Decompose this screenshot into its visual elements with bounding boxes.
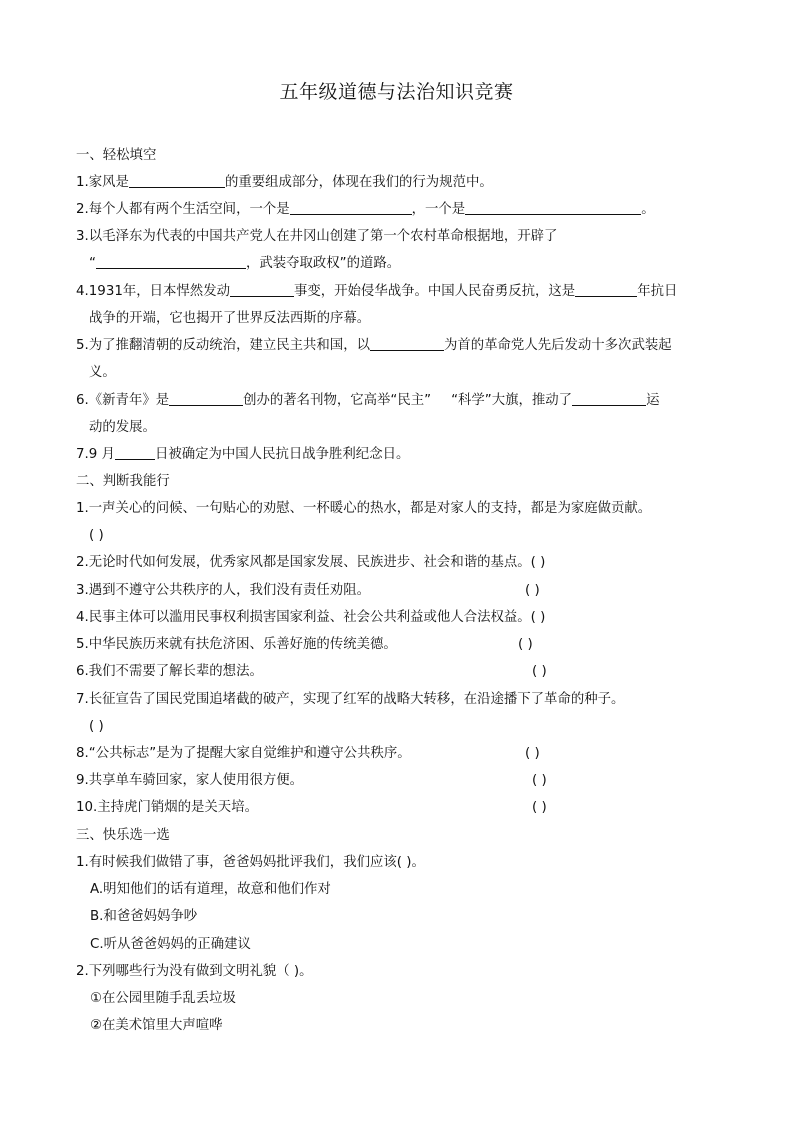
- fill-question-1: [76, 173, 493, 193]
- choice-option-b[interactable]: B.和爸爸妈妈争吵: [90, 909, 198, 924]
- q6-text-d: 运: [646, 393, 660, 408]
- judge-text: 10.主持虎门销烟的是关天培。: [76, 800, 258, 815]
- answer-blank[interactable]: [575, 282, 637, 297]
- choice-question-1: 1.有时候我们做错了事，爸爸妈妈批评我们，我们应该( )。: [76, 855, 425, 870]
- fill-question-6-cont: 动的发展。: [89, 420, 156, 435]
- fill-question-7: [76, 445, 409, 465]
- judge-answer-paren[interactable]: ( ): [525, 746, 540, 761]
- answer-blank[interactable]: [115, 445, 155, 460]
- q7-text-a: 7.9 月: [76, 447, 115, 462]
- judge-text: 6.我们不需要了解长辈的想法。: [76, 664, 263, 679]
- answer-blank[interactable]: [370, 336, 444, 351]
- judge-text: 4.民事主体可以滥用民事权利损害国家利益、社会公共利益或他人合法权益。: [76, 610, 531, 625]
- judge-text: 2.无论时代如何发展，优秀家风都是国家发展、民族进步、社会和谐的基点。: [76, 555, 531, 570]
- choice-question-2: 2.下列哪些行为没有做到文明礼貌（ )。: [76, 964, 313, 979]
- fill-question-2: [76, 200, 655, 220]
- page-title: 五年级道德与法治知识竞赛: [279, 81, 514, 103]
- answer-blank[interactable]: [290, 200, 412, 215]
- q6-text-b: 创办的著名刊物，它高举“民主”: [243, 393, 432, 408]
- answer-blank[interactable]: [230, 282, 294, 297]
- judge-answer-paren[interactable]: ( ): [532, 800, 547, 815]
- q3-text-a: 3.以毛泽东为代表的中国共产党人在井冈山创建了第一个农村革命根据地，开辟了: [76, 229, 558, 244]
- judge-question-8: [76, 744, 411, 764]
- judge-text: 9.共享单车骑回家，家人使用很方便。: [76, 773, 304, 788]
- judge-question-4: [76, 608, 545, 628]
- judge-text: 5.中华民族历来就有扶危济困、乐善好施的传统美德。: [76, 637, 397, 652]
- judge-answer-paren[interactable]: ( ): [89, 528, 104, 543]
- judge-question-9: [76, 771, 303, 791]
- answer-blank[interactable]: [96, 254, 246, 269]
- choice-option-1[interactable]: ①在公园里随手乱丢垃圾: [90, 991, 236, 1006]
- choice-option-2[interactable]: ②在美术馆里大声喧哗: [90, 1018, 223, 1033]
- answer-blank[interactable]: [129, 173, 225, 188]
- fill-question-3-cont: [89, 254, 400, 274]
- judge-answer-paren[interactable]: ( ): [532, 664, 547, 679]
- judge-question-7: 7.长征宣告了国民党围追堵截的破产，实现了红军的战略大转移，在沿途播下了革命的种子。: [76, 692, 625, 707]
- fill-question-3: [76, 227, 557, 247]
- section1-heading: 一、轻松填空: [76, 148, 157, 163]
- judge-answer-paren[interactable]: ( ): [530, 555, 546, 570]
- section3-heading: 三、快乐选一选: [76, 828, 170, 843]
- judge-answer-paren[interactable]: ( ): [532, 773, 547, 788]
- answer-blank[interactable]: [169, 391, 243, 406]
- judge-text: 3.遇到不遵守公共秩序的人，我们没有责任劝阻。: [76, 583, 370, 598]
- judge-question-1: 1.一声关心的问候、一句贴心的劝慰、一杯暖心的热水，都是对家人的支持，都是为家庭做贡献。: [76, 501, 652, 516]
- judge-answer-paren[interactable]: ( ): [518, 637, 533, 652]
- q4-text-c: 年抗日: [637, 284, 678, 299]
- fill-question-6: [76, 391, 659, 411]
- judge-question-2: [76, 553, 545, 573]
- q4-text-b: 事变，开始侵华战争。中国人民奋勇反抗，这是: [293, 284, 576, 299]
- judge-question-5: [76, 635, 397, 655]
- q4-text-a: 4.1931年，日本悍然发动: [76, 284, 230, 299]
- q3-text-b: “: [89, 256, 96, 271]
- q5-text-b: 为首的革命党人先后发动十多次武装起: [443, 338, 672, 353]
- judge-answer-paren[interactable]: ( ): [530, 610, 546, 625]
- fill-question-4-cont: 战争的开端，它也揭开了世界反法西斯的序幕。: [89, 311, 371, 326]
- judge-question-3: [76, 581, 370, 601]
- choice-option-a[interactable]: A.明知他们的话有道理，故意和他们作对: [90, 882, 331, 897]
- fill-question-5: [76, 336, 672, 356]
- q6-text-a: 6.《新青年》是: [76, 393, 170, 408]
- section2-heading: 二、判断我能行: [76, 474, 170, 489]
- judge-question-6: [76, 662, 263, 682]
- q7-text-b: 日被确定为中国人民抗日战争胜利纪念日。: [154, 447, 410, 462]
- q2-text-c: 。: [641, 202, 655, 217]
- q1-text-b: 的重要组成部分，体现在我们的行为规范中。: [224, 175, 493, 190]
- judge-question-10: [76, 798, 258, 818]
- judge-answer-paren[interactable]: ( ): [525, 583, 540, 598]
- judge-answer-paren[interactable]: ( ): [89, 719, 104, 734]
- fill-question-4: [76, 282, 677, 302]
- answer-blank[interactable]: [465, 200, 641, 215]
- judge-text: 8.“公共标志”是为了提醒大家自觉维护和遵守公共秩序。: [76, 746, 411, 761]
- fill-question-5-cont: 义。: [89, 365, 116, 380]
- choice-option-c[interactable]: C.听从爸爸妈妈的正确建议: [90, 937, 251, 952]
- q3-text-c: ，武装夺取政权”的道路。: [245, 256, 401, 271]
- answer-blank[interactable]: [572, 391, 646, 406]
- q5-text-a: 5.为了推翻清朝的反动统治，建立民主共和国，以: [76, 338, 370, 353]
- q1-text-a: 1.家风是: [76, 175, 129, 190]
- q6-text-c: “科学”大旗，推动了: [451, 393, 573, 408]
- q2-text-b: ，一个是: [411, 202, 466, 217]
- q2-text-a: 2.每个人都有两个生活空间，一个是: [76, 202, 290, 217]
